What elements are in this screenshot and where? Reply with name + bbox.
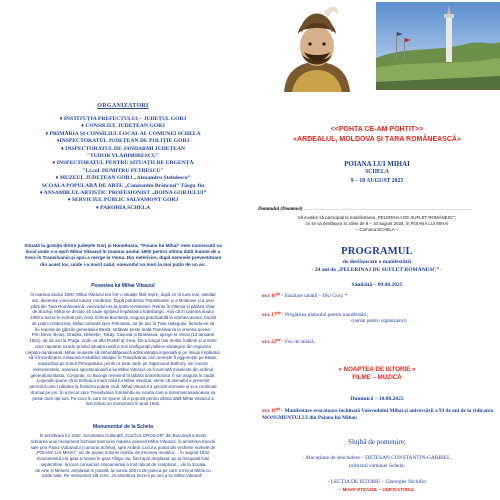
history-title: Povestea lui Mihai Viteazul [91,283,155,289]
program-item-text: - Pregătirea platoului pentru manifestări; [280,312,369,318]
program-item-note: (numai pentru organizatori) [351,318,407,324]
monument-landscape-photo [376,2,500,90]
program-anniversary: - 24 ani de „PELERINAJ DE SUFLET ROMÂNESC” - [311,267,443,273]
program-item-text: - Foc de tabără; [280,339,315,345]
organizer-item: ♦ INSPECTORATUL PENTRU SITUAȚII DE URGENȚĂ [52,160,194,167]
program-item-main [262,408,496,421]
history-line: Prin Deva, Beiuș, Oradea, Debrețin, Tokay, Cașovia și Bratislava, ajunge la Viena (12 ianuarie [31,332,215,338]
program-item-text: - Instalare tabără – ISU Gorj; * [280,293,348,299]
history-line: Legenda spune că la Schela a murit calul lui Mihai Viteazul, semn că animalul a prevestit [36,378,210,384]
monument-line: oștile sale. Pe monument stă scris: „În amintirea trecerii pe aici a lui Mihai Viteazul”. [41,473,205,479]
organizer-item: ♦ MUZEUL JUDEȚEAN GORJ „Alexandru Ștefulescu” [55,175,191,182]
slogan-line-2: «ARDEALUL, MOLDOVA ȘI ȚARA ROMÂNEASCĂ» [293,136,461,143]
header-photos [260,0,500,94]
history-line: evenimentele, reveniea spectaculoasă a lui Mihai Viteazul va fi curmată mișelește din ordinul [32,366,214,372]
location-name: POIANA LUI MIHAI [344,160,410,168]
monument-title: Monumentul de la Schela [92,424,153,430]
mihai-viteazul-portrait [262,4,372,92]
invitation-name-line: ................................................................................................ [304,207,472,212]
intro-line: Situată la granița dintre județele Gorj și Hunedoara, "Poiana lui Mihai" este cunoscută ca [24,243,222,248]
opening-speech: - Alocuțiune de deschidere – DETESAN CONSTANTIN-GABRIEL, [302,455,452,461]
opening-speech-role: primarul comunei Schela; [349,463,405,469]
monument-line: sale prin Pasul Vulcanului (comuna Schela), spre Ardeal. Locul a purtat din vechime numele de [30,444,216,450]
organizer-item: "TUDOR VLADIMIRESCU" [86,153,160,160]
history-line: fie reperat de gărzile generalului Basta, străbate peste toată Transilvania la vremea aceea: [35,326,211,332]
program-item [262,339,496,346]
history-line: carpato-dunăreană, Mihai reușește să îmbunătățească administrația imperială și pe însuși Împăratul, [25,349,221,355]
invitation-label: Domnului (Doamnei) [258,207,303,212]
history-line: am, devenise voievodul tuturor românilor. După pierderea Transilvaniei și a Moldovei și a unei [32,297,214,303]
program-item-time: ora 11⁰⁰ [262,408,281,414]
intro-line: locul unde s-a oprit Mihai Viteazul în toamna anului 1600 pentru ultima dată înainte de a [25,249,221,255]
organizer-item: ♦ ANSAMBLUL ARTISTIC PROFESIONIST „DOINA GORJULUI” [39,190,207,197]
program-item-time: ora 17⁰⁰ [262,312,281,318]
monument-line: ridicarea unui monument închinat memoriei marelui voievod Mihai Viteazul, în amintirea trecerii [30,438,216,444]
slogan-line-1: <<POHTA CE-AM POHTIT>> [330,126,424,133]
program-subtitle: de desfășurare a manifestării [342,259,412,265]
program-title: PROGRAMUL [341,246,413,257]
day-saturday: Sâmbătă – 09.08.2025 [351,282,403,288]
intro-line: trece în Transilvania și apoi a merge la Viena. Din nefericire, după semnele prevestitoare [24,255,222,261]
history-line: 1601), iar de aici la Praga, unde va afla Rudolf al II-lea. De-a lungul mai multor întâlniri și urmare [29,338,217,343]
history-line: pericolul care-i pândea la frontiera poarta mult. Mihai Viteazul a ignorat semnele și și-a continuat [29,384,217,389]
monument-line: de Arte și Meserii, amplasat în poiană, la numai 200 m de poteca pe care a trecut Mihai cu [35,467,211,473]
program-item-time: ora 22⁰⁰ [262,339,281,345]
day-sunday: Duminică – 10.08.2025 [350,396,404,402]
location-village: SCHELA [365,169,389,175]
history-line: unor rapoarte exacte privind situația reală a noii configurații politice-strategice din regiunea [35,343,211,349]
history-line: fost ridicat un monument în anul 1932. [85,401,161,407]
program-item-time: ora 11⁰⁰ [262,293,281,299]
history-line: părți din Țara Românească, voievodul era la limita rezistenței. Retras în Oltenia și părăsit chiar [31,303,215,309]
organizer-item: ♦ CONSILIUL JUDEȚEAN GORJ [81,123,165,130]
history-line: 1600 a trecut în Ardeal prin zona Schela-Bumbești, singura practicabilă la vremea aceea. Înșoțit [30,315,216,320]
organizer-item: "Lt.col. DUMITRU PETRESCU" [82,167,164,174]
history-night [254,366,500,382]
invitation-line: – Comuna SCHELA – [355,227,399,232]
organizer-item: ♦ INSPECTORATUL DE JANDARMI JUDEȚEAN [60,145,186,152]
history-line: de Bucegi, Mihai se decide să caute sprijinul împăratului habsburgic. Așa că în toamna anului [32,309,214,315]
invitation-line: ce se va desfășura în zilele de 9 – 10 august 2025, în POIANA LUI MIHAI [305,221,449,226]
history-lesson-topic: – MIHAI VITEAZUL – UNIFICATORUL [338,487,416,492]
organizer-item: ♦ SERVICIUL PUBLIC SALVAMONT GORJ [67,197,179,204]
organizer-item: ♦ INSTITUȚIA PREFECTULUI – JUDEȚUL GORJ [59,116,187,122]
organizer-item: ♦ PAROHIA SCHELA [95,204,151,211]
history-line: În toamna anului 1600, Mihai Viteazul era într-o situație fără ieșire, după ce în luna mai, asediat [30,292,216,297]
organizer-item: SCOALA POPULARĂ DE ARTE „Constantin Brâncuși” Târgu Jiu [41,182,205,189]
monument-paragraph [5,433,241,500]
invitation-line: Vă invităm să participați la manifestarea „PELERINAJ DE SUFLET ROMÂNESC”, [297,215,457,220]
history-line: generalului Basta. Conjurați, cu Bucegii revenind în tabăra dominitorului, îl vor asigura în zadar. [30,372,216,378]
history-night-title: « NOAPTEA DE ISTORIE » [338,366,416,373]
monument-line: monumentul era gata și sosea în gara Târgu-Jiu, fiind apoi amplasat, pe la începutul lunii [36,456,210,461]
monument-line: „POIANA LUI MIHAI”, loc de popas notoriei marilor de trecerea munților ... În august 1932, [35,450,211,456]
organizers-title: ORGANIZATORI [97,103,149,109]
history-line: drumul pe jos. Și a trecut spre Transilvania întrunindu-se soarta care a însemnat asasinarea sa [30,389,216,395]
history-night-subtitle: FILME – MUZICĂ [352,374,402,381]
organizer-item: ♦INSPECTORATUL JUDEȚEAN DE POLIȚIE GORJ [56,138,190,145]
history-lesson: - LECȚIA DE ISTORIE – Gheorghe Nichifor [327,479,427,485]
intro-line: din acest loc, unde i-a murit calul, voievodul va muri la mai puțin de un an. [40,261,206,267]
intro-paragraph [6,243,240,268]
history-line: de puțini credincioși, Mihai coboară spre Petroșani, iar de aici în Țara Hațegului, ferindu-se să [31,320,215,326]
memorial-service: Slujbă de pomenire; [348,438,406,446]
organizer-item: ♦ PRIMĂRIA ȘI CONSILIUL LOCAL AL COMUNEI SCHELA [45,130,201,137]
right-column [254,0,500,500]
program-item [262,293,496,300]
history-line: readucând pe tronul Principatului, pentru a treia oară, pe Sigismund Bathory. Se cunosc [37,361,209,366]
history-line: peste doar opt luni. Pe locul în care se spune că a poposit pentru ultima dată Mihai Viteazul a [32,395,214,401]
history-paragraph [5,292,241,420]
invitation-text [258,215,496,233]
organizers-list [4,116,242,212]
program-item [262,312,496,325]
event-dates: 9 – 10 AUGUST 2025 [350,178,404,184]
monument-line: septembrie, la locul consacrat. Monumentul a fost ridicat de sculptorul... de la Școala [40,461,206,467]
program-item-text: - Manifestare evocatoare închinată Voievodului Mihai și aniversării a 93 de ani de la ridicarea MONUMENTULUI din Poiana lui Mihai; [262,408,494,421]
monument-line: În primăvara lui 1932, Societatea Culturală „CULTUL EROILOR” din București a trimis [39,433,207,438]
history-line: să îi încredințeze misiunea restabilirii situației în Transilvania. Aici remește îl oggonește pe Baste, [28,355,218,361]
left-column [0,0,246,500]
